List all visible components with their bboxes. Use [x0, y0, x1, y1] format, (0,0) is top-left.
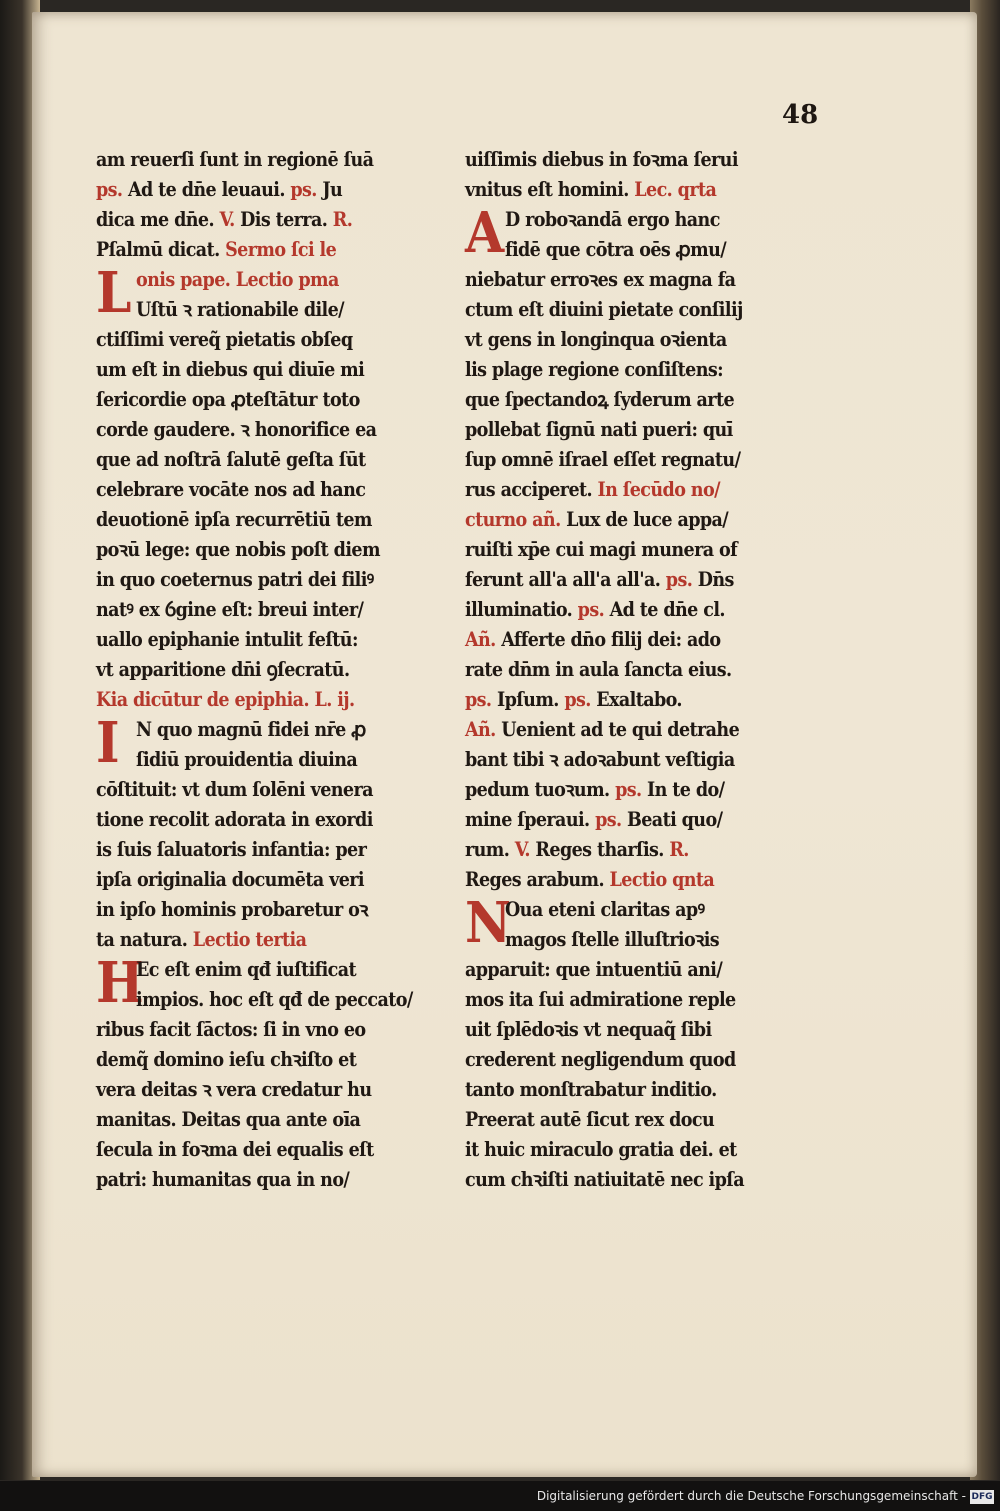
rubric-text: cturno añ. — [465, 508, 567, 531]
text-line — [465, 805, 817, 835]
text-segment: in quo coeternus patri dei filiꝰ — [96, 568, 374, 591]
text-segment: pedum tuoꝛum. — [465, 778, 616, 801]
rubric-text: ps. — [290, 178, 317, 201]
text-segment: vt gens in longinqua oꝛienta — [465, 328, 727, 351]
text-line — [96, 925, 441, 955]
text-segment: ſericordie opa ꝓteſtātur toto — [96, 388, 360, 411]
text-line — [465, 1135, 817, 1165]
text-line — [96, 1045, 441, 1075]
text-line — [96, 625, 441, 655]
text-segment: Uſtū ꝛ rationabile dile/ — [136, 298, 344, 321]
text-segment: ſecula in foꝛma dei equalis eſt — [96, 1138, 374, 1161]
text-segment: illuminatio. — [465, 598, 578, 621]
rubric-text: ps. — [465, 688, 492, 711]
text-segment: mine ſperaui. — [465, 808, 596, 831]
rubric-text: Añ. — [465, 628, 496, 651]
text-segment: tanto monſtrabatur inditio. — [465, 1078, 717, 1101]
initial-letter: N — [465, 890, 511, 956]
text-line — [96, 295, 441, 325]
text-line — [96, 1135, 441, 1165]
rubric-text: R. — [332, 208, 353, 231]
text-segment: vera deitas ꝛ vera credatur hu — [96, 1078, 372, 1101]
text-segment: ruiſti xp̄e cui magi munera of — [465, 538, 738, 561]
text-line — [465, 235, 817, 265]
page-number: 48 — [782, 100, 819, 130]
text-column-left — [96, 145, 441, 1195]
text-segment: is ſuis ſaluatoris infantia: per — [96, 838, 367, 861]
text-segment: Preerat autē ſicut rex docu — [465, 1108, 715, 1131]
text-line — [465, 595, 817, 625]
text-segment: Pſalmū dicat. — [96, 238, 226, 261]
text-line — [465, 295, 817, 325]
initial-letter: A — [465, 200, 504, 266]
text-line — [96, 655, 441, 685]
text-line — [96, 175, 441, 205]
text-line — [96, 985, 441, 1015]
rubric-text: Añ. — [465, 718, 496, 741]
text-segment: Uenient ad te qui detrahe — [495, 718, 740, 741]
text-segment: Ju — [316, 178, 343, 201]
text-segment: Ec eſt enim qđ iuſtificat — [136, 958, 357, 981]
initial-letter: L — [96, 260, 131, 326]
text-segment: rum. — [465, 838, 515, 861]
text-line — [465, 925, 817, 955]
text-segment: ſidiū prouidentia diuina — [136, 748, 358, 771]
text-line — [465, 775, 817, 805]
text-line — [96, 355, 441, 385]
text-segment: ctiſſimi vereq̃ pietatis obſeq — [96, 328, 353, 351]
text-segment: rus acciperet. — [465, 478, 598, 501]
text-segment: Afferte dn̄o filij dei: ado — [495, 628, 721, 651]
text-segment: natꝰ ex ỽgine eſt: breui inter/ — [96, 598, 364, 621]
rubric-text: In ſecūdo no/ — [597, 478, 720, 501]
text-segment: N quo magnū fidei nr̄e ꝓ — [136, 718, 366, 741]
text-line — [465, 445, 817, 475]
text-line — [465, 145, 817, 175]
text-segment: poꝛū lege: que nobis poſt diem — [96, 538, 380, 561]
text-line — [465, 955, 817, 985]
text-line — [96, 1075, 441, 1105]
text-line — [465, 715, 817, 745]
rubric-text: V. — [219, 208, 235, 231]
text-line — [96, 535, 441, 565]
text-line — [96, 505, 441, 535]
text-segment: crederent negligendum quod — [465, 1048, 736, 1071]
text-line — [465, 835, 817, 865]
text-segment: bant tibi ꝛ adoꝛabunt veſtigia — [465, 748, 735, 771]
text-segment: lis plage regione conſiſtens: — [465, 358, 724, 381]
text-line — [465, 415, 817, 445]
text-segment: Ad te dn̄e leuaui. — [122, 178, 291, 201]
text-segment: cum chꝛiſti natiuitatē nec ipſa — [465, 1168, 744, 1191]
text-segment: Exaltabo. — [590, 688, 682, 711]
rubric-text: Sermo ſci le — [225, 238, 337, 261]
text-line — [96, 1165, 441, 1195]
rubric-text: onis pape. Lectio pma — [136, 268, 339, 291]
text-line — [96, 835, 441, 865]
text-segment: Reges tharſis. — [529, 838, 670, 861]
text-line — [96, 805, 441, 835]
text-line — [465, 505, 817, 535]
text-segment: que ſpectandoꝝ ſyderum arte — [465, 388, 735, 411]
text-segment: Reges arabum. — [465, 868, 610, 891]
text-segment: corde gaudere. ꝛ honorifice ea — [96, 418, 377, 441]
text-segment: ribus facit ſāctos: ſi in vno eo — [96, 1018, 366, 1041]
rubric-text: ps. — [615, 778, 642, 801]
text-segment: mos ita ſui admiratione reple — [465, 988, 736, 1011]
text-segment: dica me dn̄e. — [96, 208, 220, 231]
text-line — [465, 685, 817, 715]
text-line — [96, 865, 441, 895]
text-line — [465, 1045, 817, 1075]
text-segment: D roboꝛandā ergo hanc — [505, 208, 720, 231]
text-segment: it huic miraculo gratia dei. et — [465, 1138, 737, 1161]
text-segment: demq̃ domino ieſu chꝛiſto et — [96, 1048, 357, 1071]
rubric-text: Lectio qnta — [609, 868, 715, 891]
text-segment: in ipſo hominis probaretur oꝛ — [96, 898, 368, 921]
rubric-text: Lectio tertia — [192, 928, 307, 951]
rubric-text: ps. — [577, 598, 605, 621]
initial-letter: H — [96, 950, 144, 1016]
text-segment: celebrare vocāte nos ad hanc — [96, 478, 366, 501]
dfg-logo-icon: DFG — [971, 1492, 993, 1502]
rubric-text: Lec. qrta — [634, 178, 717, 201]
text-line — [465, 385, 817, 415]
text-line — [465, 265, 817, 295]
text-column-right — [465, 145, 817, 1195]
text-line — [465, 1105, 817, 1135]
text-segment: magos ſtelle illuſtrioꝛis — [505, 928, 720, 951]
text-segment: tione recolit adorata in exordi — [96, 808, 373, 831]
text-line — [96, 565, 441, 595]
rubric-text: Kia dicūtur de epiphia. L. ij. — [96, 688, 355, 711]
text-line — [96, 475, 441, 505]
text-segment: rate dn̄m in aula ſancta eius. — [465, 658, 732, 681]
text-line — [465, 175, 817, 205]
text-line — [96, 325, 441, 355]
text-line — [96, 415, 441, 445]
text-line — [96, 895, 441, 925]
text-segment: Beati quo/ — [621, 808, 723, 831]
text-line — [96, 595, 441, 625]
text-line — [465, 745, 817, 775]
text-segment: Dn̄s — [692, 568, 734, 591]
text-line — [96, 1105, 441, 1135]
text-line — [465, 985, 817, 1015]
text-segment: am reuerſi ſunt in regionē ſuā — [96, 148, 374, 171]
text-segment: ta natura. — [96, 928, 193, 951]
text-segment: ipſa originalia documēta veri — [96, 868, 364, 891]
text-line — [96, 205, 441, 235]
rubric-text: V. — [514, 838, 530, 861]
text-line — [465, 625, 817, 655]
text-segment: fidē que cōtra oēs ꝓmu/ — [505, 238, 727, 261]
text-segment: Dis terra. — [234, 208, 333, 231]
text-segment: uallo epiphanie intulit feſtū: — [96, 628, 358, 651]
text-segment: vnitus eſt homini. — [465, 178, 635, 201]
text-segment: Ad te dn̄e cl. — [604, 598, 725, 621]
text-line — [96, 145, 441, 175]
text-line — [96, 685, 441, 715]
text-line — [96, 1015, 441, 1045]
text-segment: que ad noſtrā ſalutē geſta ſūt — [96, 448, 366, 471]
text-segment: cōſtituit: vt dum ſolēni venera — [96, 778, 373, 801]
text-segment: uiſſimis diebus in foꝛma ſerui — [465, 148, 738, 171]
text-line — [465, 1165, 817, 1195]
rubric-text: R. — [669, 838, 689, 861]
text-segment: ctum eſt diuini pietate conſilij — [465, 298, 743, 321]
text-segment: impios. hoc eſt qđ de peccato/ — [136, 988, 413, 1011]
rubric-text: ps. — [564, 688, 591, 711]
text-line — [465, 535, 817, 565]
text-segment: apparuit: que intuentiū ani/ — [465, 958, 723, 981]
text-segment: patri: humanitas qua in no/ — [96, 1168, 350, 1191]
text-segment: Ipſum. — [491, 688, 565, 711]
text-line — [96, 775, 441, 805]
text-line — [96, 385, 441, 415]
text-segment: Oua eteni claritas apꝰ — [505, 898, 705, 921]
text-segment: uit ſplēdoꝛis vt nequaq̃ ſibi — [465, 1018, 712, 1041]
text-segment: In te do/ — [641, 778, 725, 801]
text-line — [465, 865, 817, 895]
text-line — [465, 325, 817, 355]
rubric-text: ps. — [595, 808, 622, 831]
text-line — [96, 445, 441, 475]
text-segment: ſup omnē iſrael eſſet regnatu/ — [465, 448, 741, 471]
rubric-text: ps. — [96, 178, 123, 201]
text-segment: niebatur erroꝛes ex magna fa — [465, 268, 736, 291]
text-line — [465, 565, 817, 595]
text-segment: pollebat ſignū nati pueri: quī — [465, 418, 733, 441]
text-line — [465, 1075, 817, 1105]
text-line — [96, 745, 441, 775]
text-line — [465, 655, 817, 685]
footer-credit: Digitalisierung gefördert durch die Deutsche Forschungsgemeinschaft - — [536, 1489, 966, 1503]
text-segment: vt apparitione dn̄i ꝯſecratū. — [96, 658, 350, 681]
text-line — [465, 475, 817, 505]
text-line — [96, 235, 441, 265]
initial-letter: I — [96, 710, 119, 776]
rubric-text: ps. — [665, 568, 693, 591]
text-segment: manitas. Deitas qua ante oīa — [96, 1108, 361, 1131]
text-line — [465, 355, 817, 385]
text-segment: Lux de luce appa/ — [566, 508, 729, 531]
text-segment: um eſt in diebus qui diuīe mi — [96, 358, 365, 381]
text-segment: ferunt all'a all'a all'a. — [465, 568, 666, 591]
text-line — [465, 1015, 817, 1045]
text-segment: deuotionē ipſa recurrētiū tem — [96, 508, 372, 531]
